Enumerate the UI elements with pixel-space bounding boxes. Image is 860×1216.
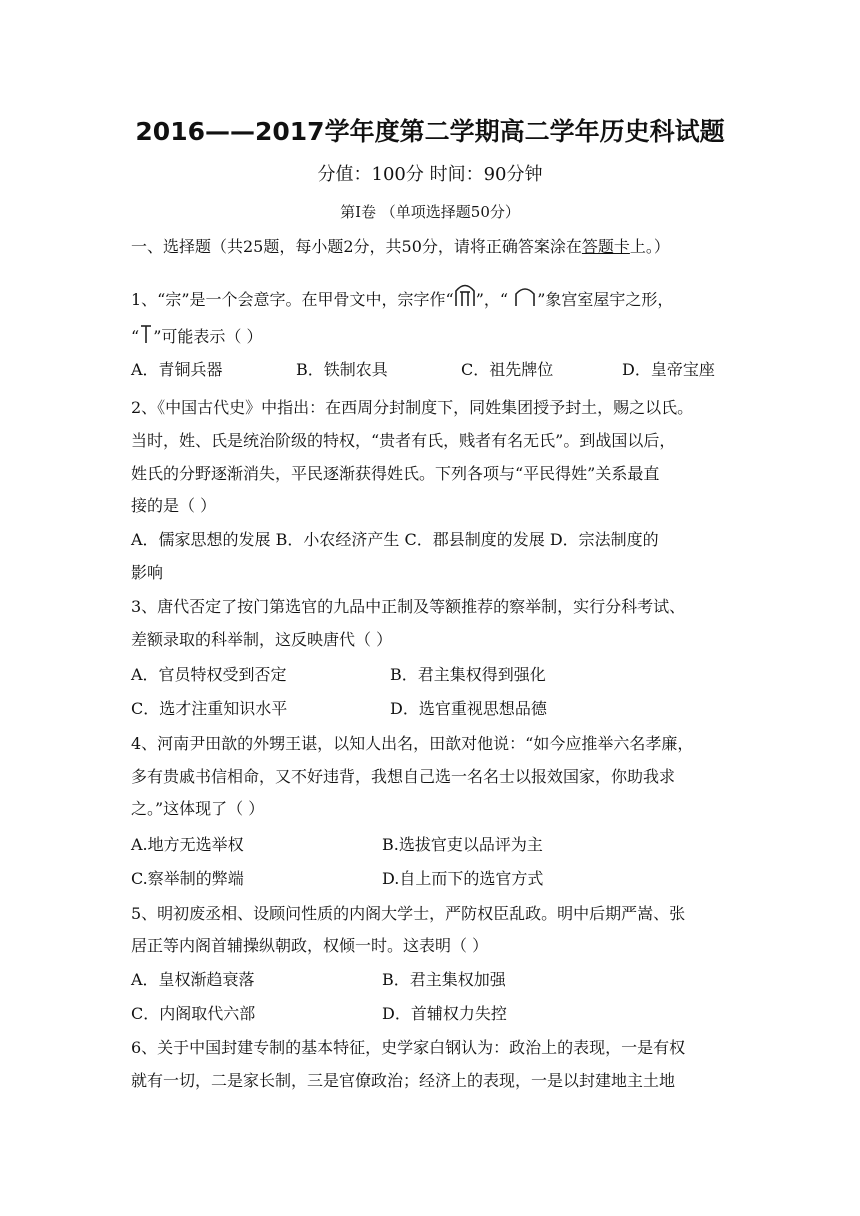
question-5-line-1: 5、明初废丞相、设顾问性质的内阁大学士，严防权臣乱政。明中后期严嵩、张 [131, 904, 686, 923]
question-3-line-1: 3、唐代否定了按门第选官的九品中正制及等额推荐的察举制，实行分科考试、 [131, 597, 686, 616]
q3-option-d: D．选官重视思想品德 [390, 699, 547, 718]
q2-options-cont: 影响 [131, 563, 164, 582]
question-2-line-4: 接的是（ ） [131, 496, 217, 515]
q4-option-a: A.地方无选举权 [131, 835, 244, 854]
q3-option-c: C．选才注重知识水平 [131, 699, 288, 718]
question-4-line-1: 4、河南尹田歆的外甥王谌，以知人出名，田歆对他说：“如今应推举六名孝廉， [131, 734, 694, 753]
question-5-line-2: 居正等内阁首辅操纵朝政，权倾一时。这表明（ ） [131, 936, 489, 955]
question-4-line-2: 多有贵戚书信相命，又不好违背，我想自己选一名名士以报效国家，你助我求 [131, 767, 676, 786]
q5-option-c: C．内阁取代六部 [131, 1004, 256, 1023]
question-2-line-3: 姓氏的分野逐渐消失，平民逐渐获得姓氏。下列各项与“平民得姓”关系最直 [131, 464, 660, 483]
q5-option-a: A．皇权渐趋衰落 [131, 970, 255, 989]
q4-option-d: D.自上而下的选官方式 [382, 869, 544, 888]
question-2-line-1: 2、《中国古代史》中指出：在西周分封制度下，同姓集团授予封土，赐之以氏。 [131, 398, 694, 417]
question-3-line-2: 差额录取的科举制，这反映唐代（ ） [131, 630, 393, 649]
q1-option-c: C．祖先牌位 [461, 360, 554, 379]
section-intro: 一、选择题（共25题，每小题2分，共50分，请将正确答案涂在答题卡上。） [131, 237, 670, 256]
q1-option-a: A．青铜兵器 [131, 360, 223, 379]
question-4-line-3: 之。”这体现了（ ） [131, 799, 265, 818]
oracle-tablet-glyph [139, 323, 153, 351]
q2-options: A．儒家思想的发展 B．小农经济产生 C．郡县制度的发展 D．宗法制度的 [131, 530, 659, 549]
exam-title: 2016——2017学年度第二学期高二学年历史科试题 [135, 117, 725, 146]
question-1-line-1: 1、“宗”是一个会意字。在甲骨文中，宗字作“ ”，“ ”象宫室屋宇之形， [131, 282, 673, 314]
q1-option-b: B．铁制农具 [296, 360, 388, 379]
question-6-line-1: 6、关于中国封建专制的基本特征，史学家白钢认为：政治上的表现，一是有权 [131, 1038, 686, 1057]
question-6-line-2: 就有一切，二是家长制，三是官僚政治；经济上的表现，一是以封建地主土地 [131, 1071, 676, 1090]
q3-option-a: A．官员特权受到否定 [131, 665, 287, 684]
q1-option-d: D．皇帝宝座 [622, 360, 715, 379]
oracle-zong-glyph [454, 282, 476, 314]
question-2-line-2: 当时，姓、氏是统治阶级的特权，“贵者有氏，贱者有名无氏”。到战国以后， [131, 431, 676, 450]
q5-option-b: B．君主集权加强 [382, 970, 506, 989]
q5-option-d: D．首辅权力失控 [382, 1004, 507, 1023]
q4-option-b: B.选拔官吏以品评为主 [382, 835, 543, 854]
q3-option-b: B．君主集权得到强化 [390, 665, 546, 684]
part-heading: 第Ⅰ卷 （单项选择题50分） [340, 203, 520, 221]
q4-option-c: C.察举制的弊端 [131, 869, 244, 888]
question-1-line-2: “ ”可能表示（ ） [131, 323, 262, 351]
oracle-roof-glyph [513, 284, 537, 314]
exam-subtitle: 分值：100分 时间：90分钟 [317, 164, 543, 185]
